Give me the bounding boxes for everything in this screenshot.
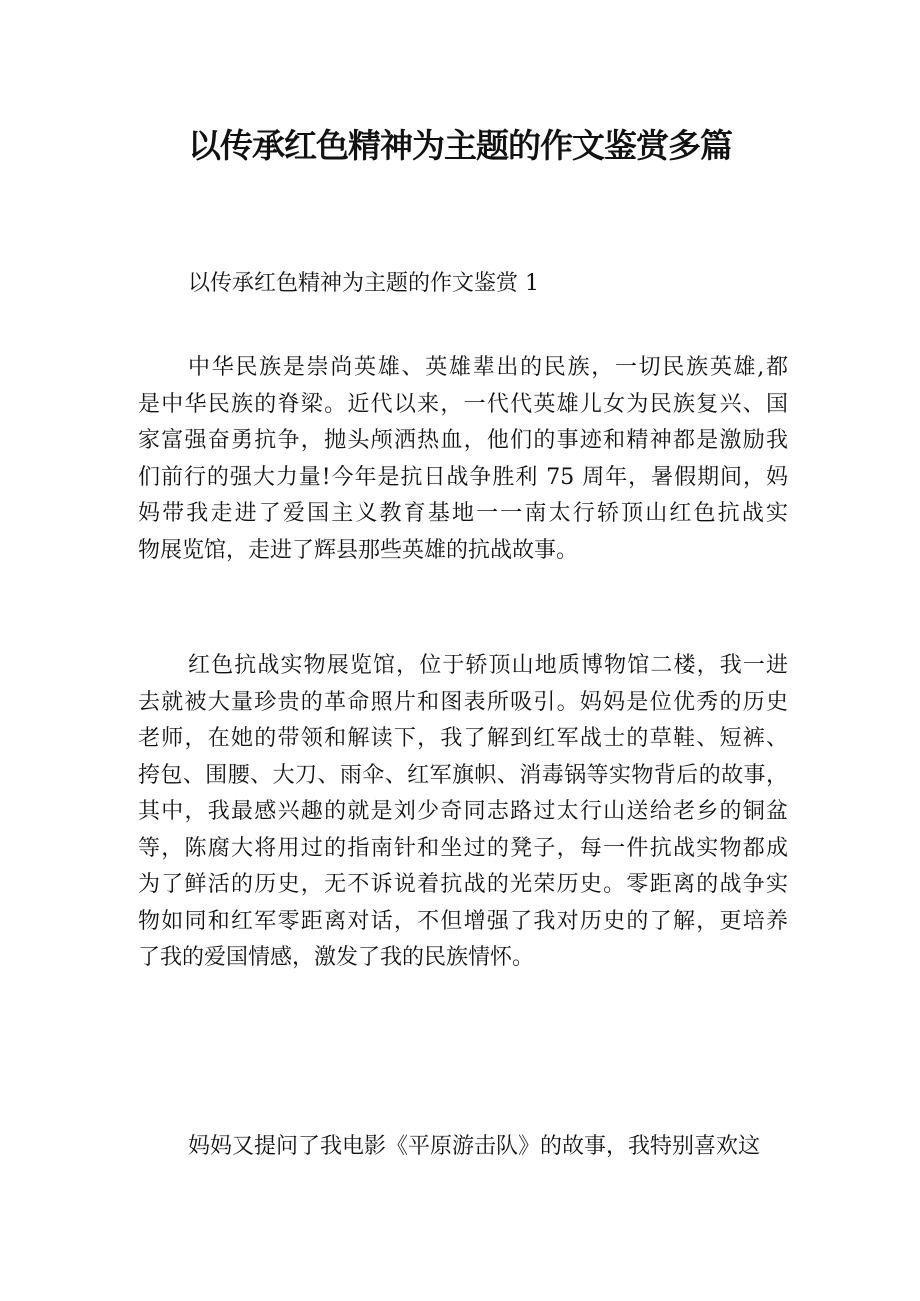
paragraph-line: 去就被大量珍贵的革命照片和图表所吸引。妈妈是位优秀的历史 [138,689,788,715]
paragraph-3 [138,1129,788,1166]
paragraph-line: 中华民族是崇尚英雄、英雄辈出的民族，一切民族英雄,都 [188,355,788,380]
paragraph-line: 其中，我最感兴趣的就是刘少奇同志路过太行山送给老乡的铜盆 [138,799,788,824]
paragraph-2 [138,648,788,977]
paragraph-line: 等，陈腐大将用过的指南针和坐过的凳子，每一件抗战实物都成 [138,835,788,861]
document-title: 以传承红色精神为主题的作文鉴赏多篇 [188,126,732,165]
paragraph-line: 了我的爱国情感，激发了我的民族情怀。 [138,945,535,970]
paragraph-line: 挎包、围腰、大刀、雨伞、红军旗帜、消毒锅等实物背后的故事， [138,762,788,788]
paragraph-line: 物展览馆，走进了辉县那些英雄的抗战故事。 [138,537,579,563]
paragraph-line: 为了鲜活的历史，无不诉说着抗战的光荣历史。零距离的战争实 [138,872,788,897]
paragraph-line: 老师，在她的带领和解读下，我了解到红军战士的草鞋、短裤、 [138,726,788,751]
paragraph-line: 妈妈又提问了我电影《平原游击队》的故事，我特别喜欢这 [188,1134,761,1159]
paragraph-1 [138,350,788,569]
paragraph-line: 们前行的强大力量!今年是抗日战争胜利 75 周年，暑假期间，妈 [138,464,788,490]
paragraph-line: 妈带我走进了爱国主义教育基地一一南太行轿顶山红色抗战实 [138,501,788,526]
paragraph-line: 是中华民族的脊梁。近代以来，一代代英雄儿女为民族复兴、国 [138,391,788,417]
paragraph-line: 物如同和红军零距离对话，不但增强了我对历史的了解，更培养 [138,908,788,934]
paragraph-line: 红色抗战实物展览馆，位于轿顶山地质博物馆二楼，我一进 [188,653,788,678]
paragraph-line: 家富强奋勇抗争，抛头颅洒热血，他们的事迹和精神都是激励我 [138,428,788,453]
section-heading: 以传承红色精神为主题的作文鉴赏 1 [188,271,539,296]
